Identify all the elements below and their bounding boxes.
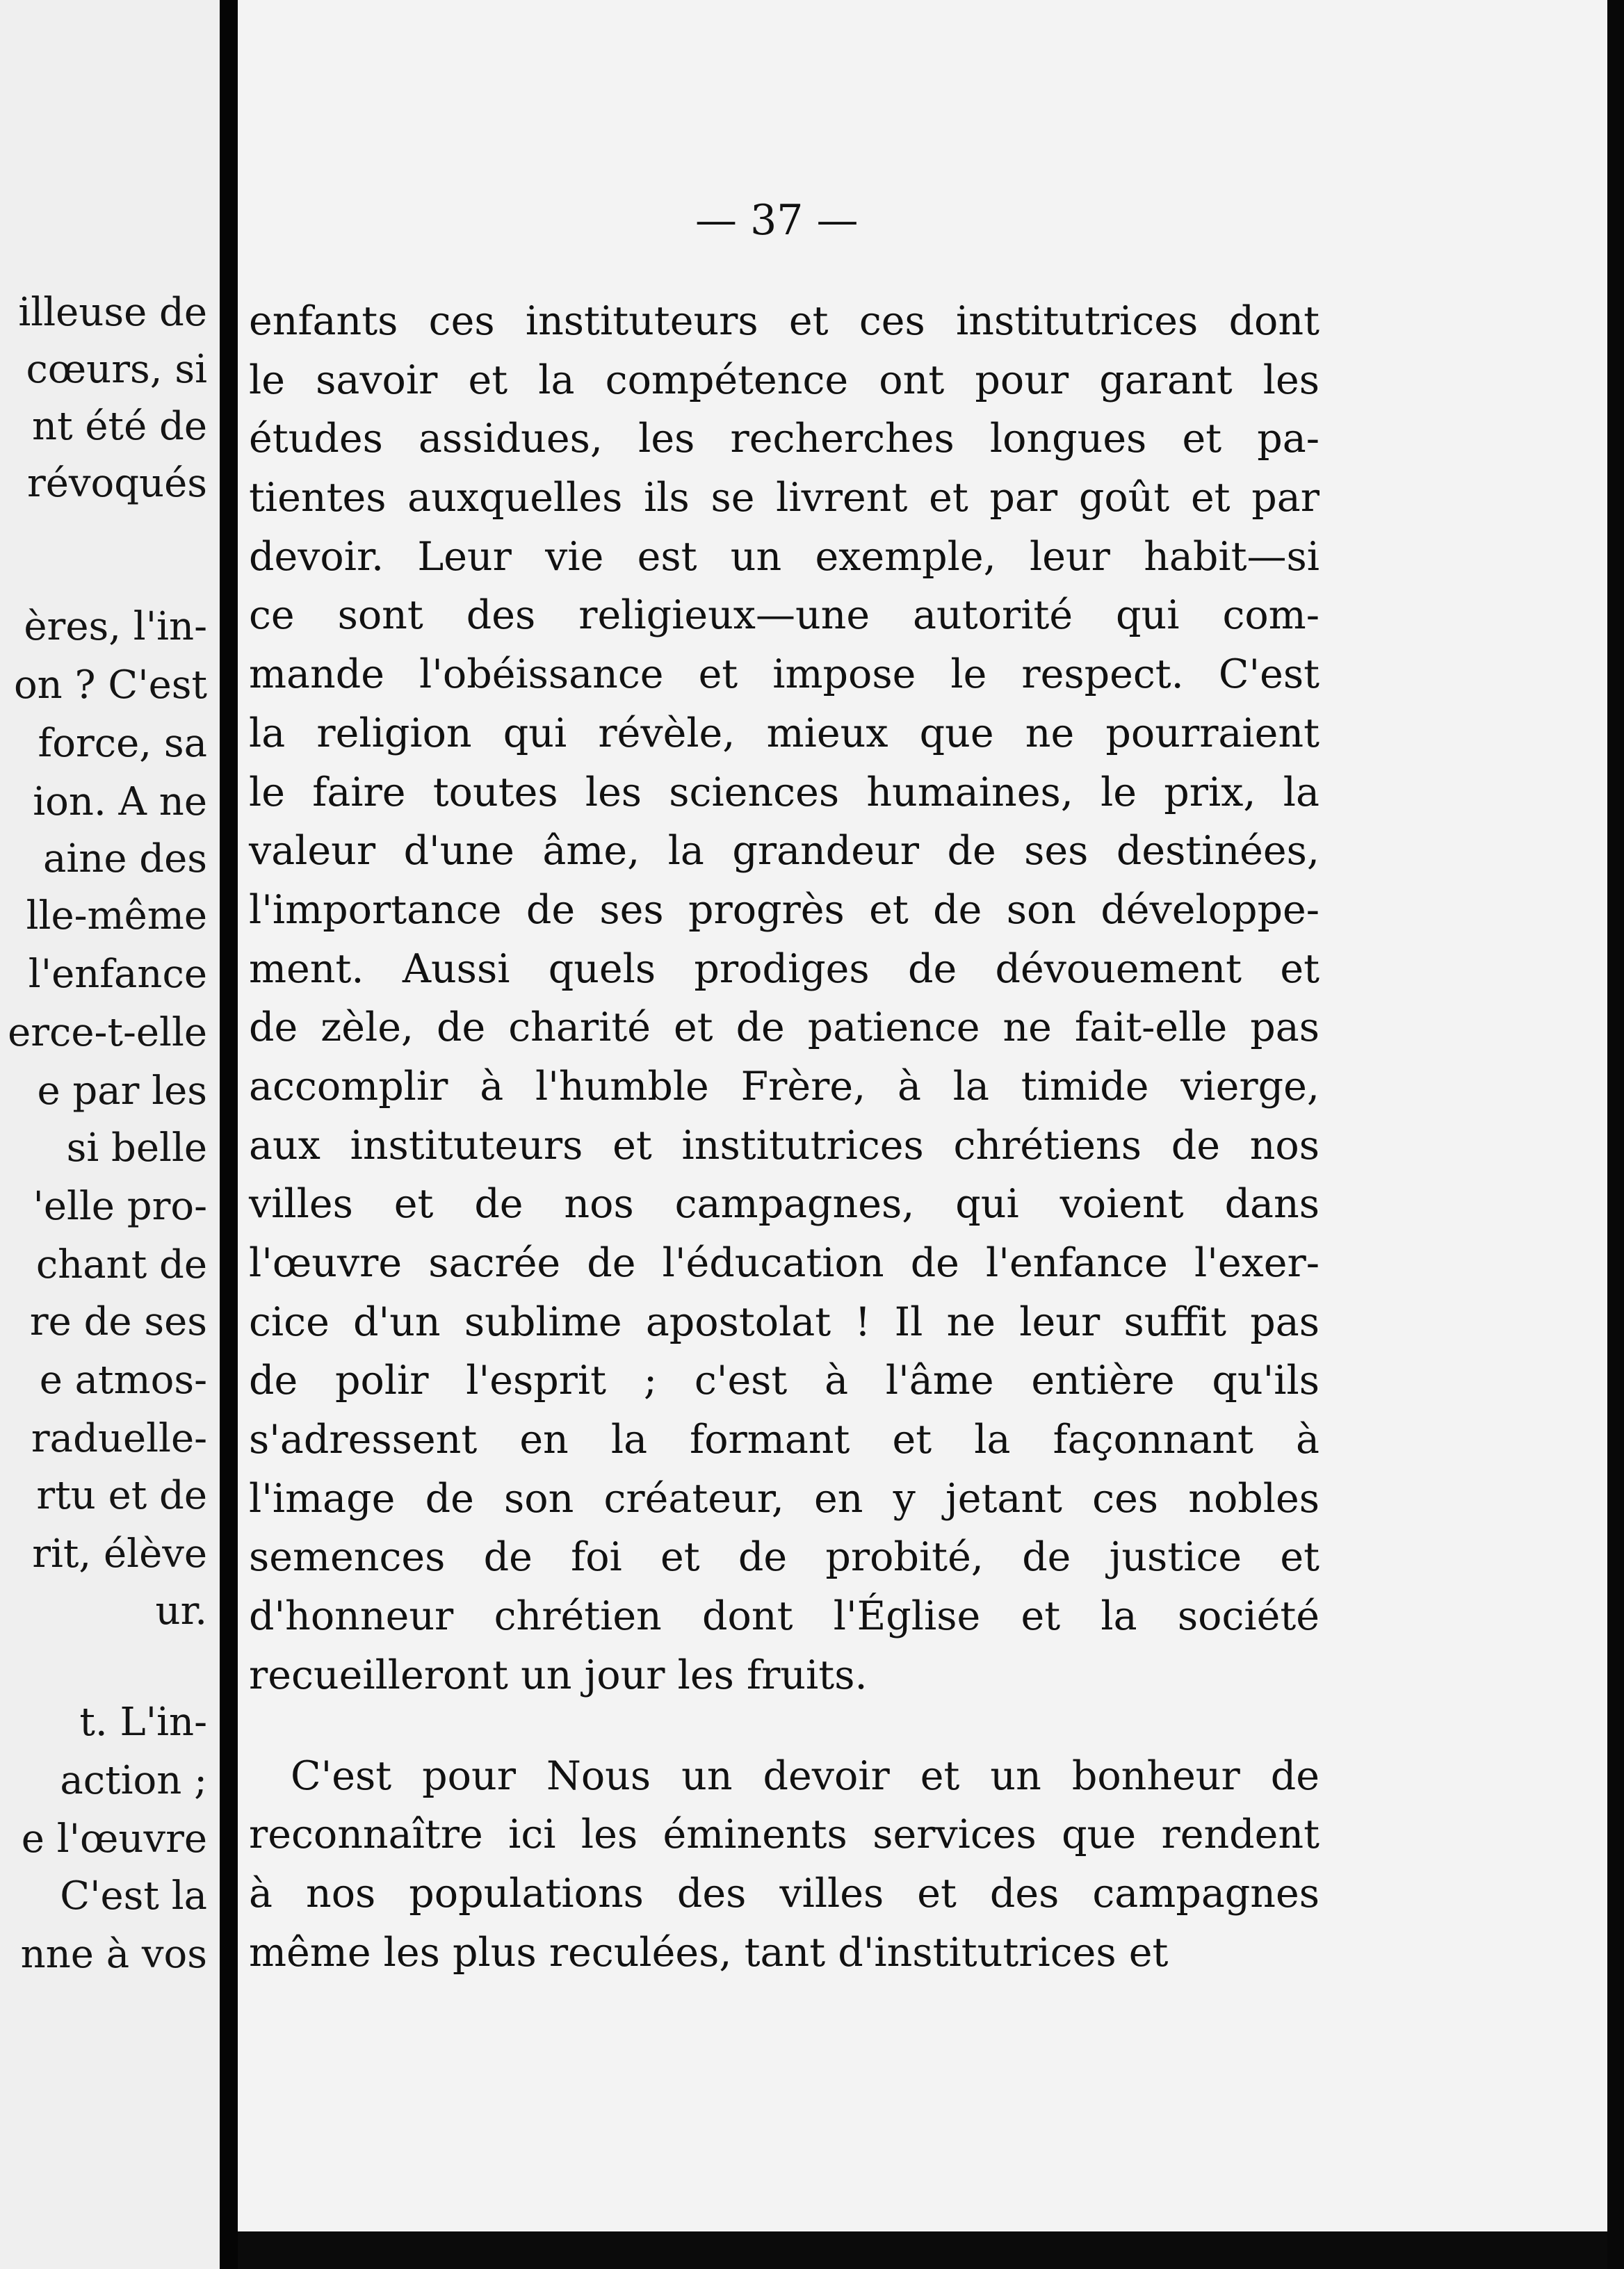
left-page-line: cœurs, si	[26, 347, 207, 392]
paragraph-1	[249, 292, 1320, 1705]
left-page-line: ion. A ne	[33, 779, 207, 824]
text-line: C'est pour Nous un devoir et un bonheur de	[291, 1752, 1320, 1799]
left-page-line: rtu et de	[36, 1473, 207, 1518]
text-line: reconnaître ici les éminents services que rendent	[249, 1812, 1320, 1858]
left-page-line: nt été de	[32, 404, 207, 449]
text-line: ce sont des religieux—une autorité qui com-	[249, 592, 1320, 639]
text-line: semences de foi et de probité, de justice et	[249, 1534, 1320, 1581]
left-page-line: aine des	[42, 836, 207, 881]
text-line: le faire toutes les sciences humaines, le prix, la	[249, 769, 1320, 815]
left-page-line: action ;	[60, 1758, 207, 1803]
left-page-line: on ? C'est	[13, 662, 207, 708]
text-line: cice d'un sublime apostolat ! Il ne leur suffit pas	[249, 1299, 1320, 1345]
text-line: l'importance de ses progrès et de son développe-	[249, 886, 1320, 933]
bottom-scan-border	[238, 2231, 1607, 2269]
left-page-line: lle-même	[26, 893, 207, 938]
text-line: accomplir à l'humble Frère, à la timide vierge,	[249, 1063, 1320, 1109]
text-line: le savoir et la compétence ont pour garant les	[249, 357, 1320, 403]
text-line: de zèle, de charité et de patience ne fait-elle pas	[249, 1005, 1320, 1051]
page-body	[249, 292, 1320, 1982]
text-line: recueilleront un jour les fruits.	[249, 1652, 868, 1698]
text-line: à nos populations des villes et des campagnes	[249, 1870, 1320, 1917]
page-number: — 37 —	[695, 196, 859, 245]
left-page-line: e l'œuvre	[21, 1816, 207, 1862]
text-line: la religion qui révèle, mieux que ne pourraient	[249, 710, 1320, 756]
book-gutter	[220, 0, 238, 2269]
text-line: études assidues, les recherches longues et pa-	[249, 416, 1320, 462]
left-page-line: raduelle-	[31, 1416, 207, 1461]
text-line: devoir. Leur vie est un exemple, leur habit—si	[249, 533, 1320, 580]
left-page-line: 'elle pro-	[33, 1184, 207, 1229]
left-page-line: force, sa	[38, 721, 207, 766]
text-line: ment. Aussi quels prodiges de dévouement et	[249, 945, 1320, 992]
text-line: aux instituteurs et institutrices chrétiens de nos	[249, 1122, 1320, 1169]
text-line: d'honneur chrétien dont l'Église et la société	[249, 1593, 1320, 1640]
text-line: mande l'obéissance et impose le respect. C'est	[249, 651, 1320, 698]
left-page-line: re de ses	[29, 1299, 207, 1344]
right-scan-border	[1607, 0, 1624, 2269]
left-page-line: illeuse de	[18, 290, 207, 335]
text-line: de polir l'esprit ; c'est à l'âme entière qu'ils	[249, 1358, 1320, 1404]
paragraph-2	[249, 1747, 1320, 1983]
text-line: s'adressent en la formant et la façonnant à	[249, 1417, 1320, 1463]
left-page-line: erce-t-elle	[8, 1010, 207, 1055]
left-page-line: ères, l'in-	[24, 604, 207, 649]
text-line: villes et de nos campagnes, qui voient dans	[249, 1181, 1320, 1228]
left-page-line: révoqués	[26, 461, 207, 506]
left-page-line: e atmos-	[39, 1358, 207, 1403]
left-page-line: C'est la	[60, 1873, 207, 1919]
text-line: même les plus reculées, tant d'institutrices et	[249, 1929, 1169, 1976]
text-line: l'œuvre sacrée de l'éducation de l'enfance l'exer-	[249, 1240, 1320, 1286]
left-page-line: ur.	[155, 1588, 207, 1634]
text-line: l'image de son créateur, en y jetant ces nobles	[249, 1475, 1320, 1522]
text-line: valeur d'une âme, la grandeur de ses destinées,	[249, 828, 1320, 875]
text-line: tientes auxquelles ils se livrent et par goût et par	[249, 475, 1320, 521]
left-page-line: e par les	[37, 1068, 207, 1114]
left-page-line: chant de	[35, 1242, 207, 1287]
left-page-line: rit, élève	[32, 1531, 207, 1577]
paragraph-gap	[249, 1705, 1320, 1747]
left-page-line: nne à vos	[20, 1932, 207, 1977]
text-line: enfants ces instituteurs et ces institutrices dont	[249, 298, 1320, 344]
left-page-line: si belle	[66, 1125, 207, 1171]
left-page-line: l'enfance	[28, 952, 207, 997]
left-page-line: t. L'in-	[79, 1700, 207, 1745]
left-page-fragment	[0, 0, 220, 2269]
